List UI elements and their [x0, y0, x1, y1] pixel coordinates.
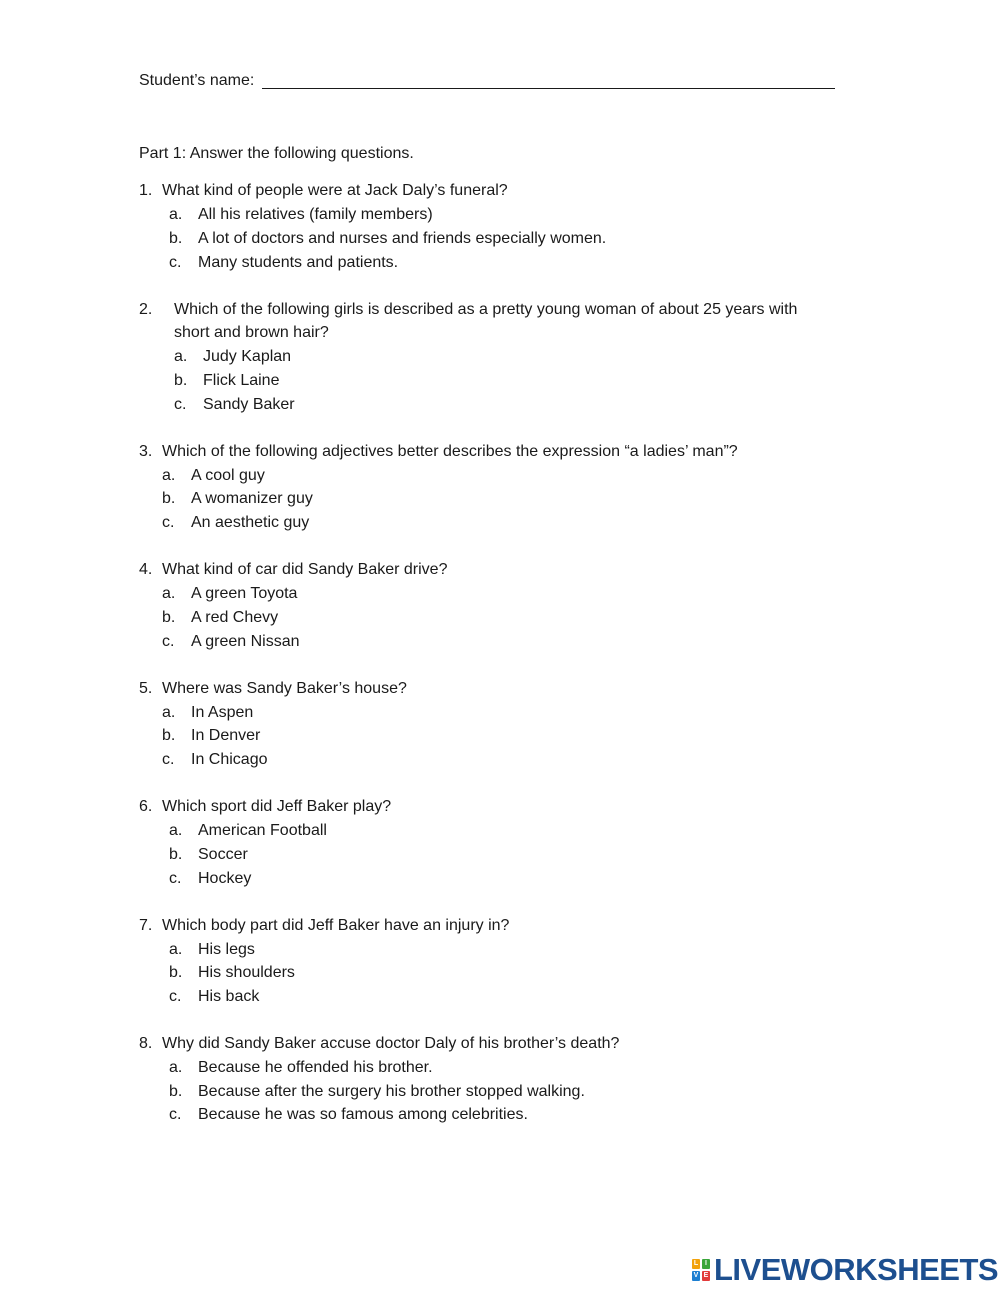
option-letter: c. [174, 396, 187, 413]
part-title: Part 1: Answer the following questions. [139, 145, 414, 162]
logo-blocks-icon [692, 1259, 710, 1281]
logo-text: LIVEWORKSHEETS [714, 1252, 999, 1287]
option-text: An aesthetic guy [191, 514, 310, 531]
option-letter: a. [169, 941, 183, 958]
option-letter: b. [162, 490, 176, 507]
option-text: Soccer [198, 846, 248, 863]
question-number: 5. [139, 680, 153, 697]
logo-block-i: I [702, 1259, 710, 1269]
option-text: A green Nissan [191, 633, 300, 650]
option-letter: a. [169, 1059, 183, 1076]
question-number: 7. [139, 917, 153, 934]
option-letter: c. [162, 633, 175, 650]
option-letter: a. [162, 704, 176, 721]
question-text: Where was Sandy Baker’s house? [162, 680, 407, 697]
question-number: 2. [139, 301, 153, 318]
option-text: His shoulders [198, 964, 295, 981]
option-letter: c. [169, 254, 182, 271]
question-number: 6. [139, 798, 153, 815]
option-text: Judy Kaplan [203, 348, 292, 365]
option-text: Sandy Baker [203, 396, 295, 413]
option-text: A womanizer guy [191, 490, 313, 507]
option-text: His back [198, 988, 260, 1005]
option-text: A green Toyota [191, 585, 298, 602]
option-letter: c. [169, 1106, 182, 1123]
option-letter: c. [162, 751, 175, 768]
option-text: Flick Laine [203, 372, 280, 389]
option-letter: a. [169, 206, 183, 223]
question-text: Which sport did Jeff Baker play? [162, 798, 392, 815]
option-letter: a. [169, 822, 183, 839]
student-name-label: Student’s name: [139, 72, 255, 89]
option-letter: b. [169, 230, 183, 247]
option-text: All his relatives (family members) [198, 206, 433, 223]
liveworksheets-logo [692, 1253, 998, 1287]
option-text: Because after the surgery his brother stopped walking. [198, 1083, 585, 1100]
option-letter: c. [169, 988, 182, 1005]
option-text: Many students and patients. [198, 254, 399, 271]
option-letter: a. [162, 467, 176, 484]
question-text-cont: short and brown hair? [174, 324, 329, 341]
option-letter: b. [162, 727, 176, 744]
question-number: 3. [139, 443, 153, 460]
option-text: In Aspen [191, 704, 254, 721]
option-text: A red Chevy [191, 609, 279, 626]
logo-block-l: L [693, 1260, 699, 1267]
option-text: A lot of doctors and nurses and friends especially women. [198, 230, 607, 247]
option-letter: c. [169, 870, 182, 887]
question-text: Why did Sandy Baker accuse doctor Daly of his brother’s death? [162, 1035, 620, 1052]
option-letter: a. [174, 348, 188, 365]
option-letter: b. [162, 609, 176, 626]
question-text: What kind of car did Sandy Baker drive? [162, 561, 448, 578]
question-text: Which of the following girls is described as a pretty young woman of about 25 years with [174, 301, 798, 318]
logo-block-e: E [703, 1272, 709, 1279]
option-letter: a. [162, 585, 176, 602]
question-text: Which of the following adjectives better describes the expression “a ladies’ man”? [162, 443, 738, 460]
option-text: His legs [198, 941, 255, 958]
question-number: 1. [139, 182, 153, 199]
question-number: 4. [139, 561, 153, 578]
option-text: Because he offended his brother. [198, 1059, 433, 1076]
option-letter: b. [169, 846, 183, 863]
option-text: Hockey [198, 870, 252, 887]
student-name-blank[interactable] [262, 88, 835, 89]
option-letter: c. [162, 514, 175, 531]
question-number: 8. [139, 1035, 153, 1052]
logo-block-v: V [693, 1272, 699, 1279]
option-text: In Denver [191, 727, 261, 744]
question-text: Which body part did Jeff Baker have an injury in? [162, 917, 510, 934]
option-text: A cool guy [191, 467, 265, 484]
option-text: American Football [198, 822, 327, 839]
question-text: What kind of people were at Jack Daly’s funeral? [162, 182, 508, 199]
option-letter: b. [174, 372, 188, 389]
option-letter: b. [169, 964, 183, 981]
option-text: In Chicago [191, 751, 268, 768]
option-text: Because he was so famous among celebrities. [198, 1106, 528, 1123]
option-letter: b. [169, 1083, 183, 1100]
